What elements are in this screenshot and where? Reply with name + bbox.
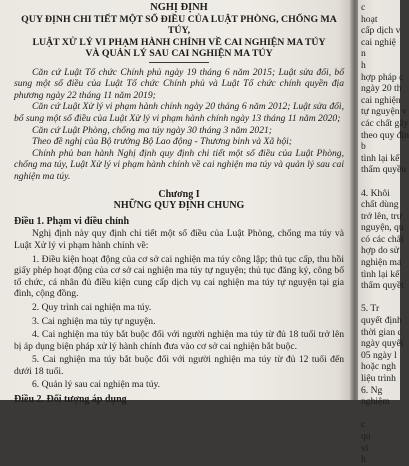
right-page-line: 5. Tr <box>361 303 380 315</box>
right-page-line: ngày 20 th <box>361 83 402 95</box>
right-page-line: thẩm quyền <box>361 164 407 176</box>
article-2-title: Điều 2. Đối tượng áp dụng <box>14 394 127 406</box>
right-page-line: 6. Ng <box>361 384 383 396</box>
right-page-line: chất dùng <box>361 199 399 211</box>
right-page-line <box>361 292 401 304</box>
right-page-line: cấp dịch v <box>361 25 401 37</box>
right-page-line: vi <box>361 442 369 454</box>
article-1-intro: Nghị định này quy định chi tiết một số điều của Luật Phòng, chống ma túy và Luật Xử lý vi phạm hành chính về: <box>14 228 344 251</box>
article-1-item: 2. Quy trình cai nghiện ma túy. <box>32 301 152 313</box>
right-page-line: 4. Khôi <box>361 187 390 199</box>
right-page-line: tự nguyện v <box>361 106 407 118</box>
chapter-heading: Chương I <box>158 188 200 200</box>
right-page-line: c <box>361 2 366 13</box>
right-page-line: thẩm quyềt <box>361 280 404 292</box>
decree-title: NGHỊ ĐỊNH <box>150 2 208 13</box>
article-1-item: 4. Cai nghiện ma túy bắt buộc đối với người nghiện ma túy từ đủ 18 tuổi trở lên bị áp dụng biện pháp xử lý hành chính đưa vào cơ sở cai nghiện bắt buộc. <box>14 329 344 352</box>
chapter-title: NHỮNG QUY ĐỊNH CHUNG <box>113 200 245 212</box>
decree-subtitle-line-3: VÀ QUẢN LÝ SAU CAI NGHIỆN MA TÚY <box>85 48 273 60</box>
preamble-clause: Căn cứ Luật Xử lý vi phạm hành chính ngày 20 tháng 6 năm 2012; Luật sửa đổi, bổ sung một số điều của Luật Xử lý vi phạm hành chính ngày 13 tháng 11 năm 2020; <box>14 101 344 124</box>
right-page-line: ngày quyết <box>361 338 404 350</box>
right-page-line: tình lại kế <box>361 268 400 280</box>
right-page-line: nghiện ma <box>361 257 402 269</box>
article-1-item: 6. Quản lý sau cai nghiện ma túy. <box>32 379 161 391</box>
article-1-item: 1. Điều kiện hoạt động của cơ sở cai nghiện ma túy công lập; thủ tục cấp, thu hồi giấy phép hoạt động của cơ sở cai nghiện ma túy tự nguyện; thủ tục đăng ký, công bố tổ chức, cá nhân đủ điều kiện cung cấp dịch vụ cai nghiện ma túy tự nguyện tại gia đình, cộng đồng. <box>14 253 344 300</box>
preamble-clause: Theo đề nghị của Bộ trưởng Bộ Lao động - Thương binh và Xã hội; <box>32 136 293 148</box>
right-page-line: nguyện, qu <box>361 222 404 234</box>
right-page-line: nghiệm <box>361 396 390 408</box>
preamble-clause: Căn cứ Luật Phòng, chống ma túy ngày 30 tháng 3 năm 2021; <box>32 124 272 136</box>
right-page-line <box>361 408 401 420</box>
preamble-clause: Chính phủ ban hành Nghị định quy định chi tiết một số điều của Luật Phòng, chống ma túy, Luật Xử lý vi phạm hành chính về cai nghiện ma túy và quản lý sau cai nghiện ma túy. <box>14 147 344 182</box>
right-page-line: cai nghiện <box>361 94 401 106</box>
right-page-line: h <box>361 454 366 466</box>
right-page-line: liệu trình <box>361 373 396 384</box>
right-page-line: h <box>361 59 366 71</box>
right-page-line: b <box>361 141 366 153</box>
right-page-line: hợp do sử <box>361 245 399 257</box>
right-page-line: theo quy địn <box>361 129 409 141</box>
right-page-line: tình lại kế <box>361 152 400 164</box>
right-page-text <box>361 2 409 466</box>
decree-subtitle-line-1: QUY ĐỊNH CHI TIẾT MỘT SỐ ĐIỀU CỦA LUẬT PHÒNG, CHỐNG MA TÚY, <box>21 14 337 37</box>
article-1-item: 3. Cai nghiện ma túy tự nguyện. <box>32 315 156 327</box>
right-page-line: trở lên, trư <box>361 210 402 222</box>
right-page-line: c <box>361 419 366 431</box>
preamble-clause: Căn cứ Luật Tổ chức Chính phủ ngày 19 tháng 6 năm 2015; Luật sửa đổi, bổ sung một số điều của Luật Tổ chức Chính phủ và Luật Tổ chức chính quyền địa phương ngày 22 tháng 11 năm 2019; <box>14 66 344 101</box>
right-page <box>358 0 409 466</box>
document-body <box>14 2 344 407</box>
article-1-title: Điều 1. Phạm vi điều chỉnh <box>14 215 130 227</box>
right-page-line: hoặc ngh <box>361 361 396 373</box>
right-page-line: quyết định <box>361 315 402 327</box>
right-page-line: qu <box>361 430 371 442</box>
right-page-line: thời gian c <box>361 326 402 338</box>
right-page-line: hoạt <box>361 13 378 25</box>
right-page-line: hợp pháp c <box>361 71 404 83</box>
right-page-line: 05 ngày l <box>361 349 397 361</box>
right-page-line <box>361 176 401 188</box>
right-page-line: cai nghiệ <box>361 36 396 48</box>
right-page-line: n <box>361 48 366 60</box>
article-1-item: 5. Cai nghiện ma túy bắt buộc đối với người nghiện ma túy từ đủ 12 tuổi đến dưới 18 tuổi. <box>14 354 344 377</box>
right-page-line: có các chất <box>361 233 404 245</box>
right-page-line: các chất gây <box>361 117 409 129</box>
title-divider <box>149 62 209 63</box>
decree-subtitle-line-2: LUẬT XỬ LÝ VI PHẠM HÀNH CHÍNH VỀ CAI NGHIỆN MA TÚY <box>32 36 326 48</box>
